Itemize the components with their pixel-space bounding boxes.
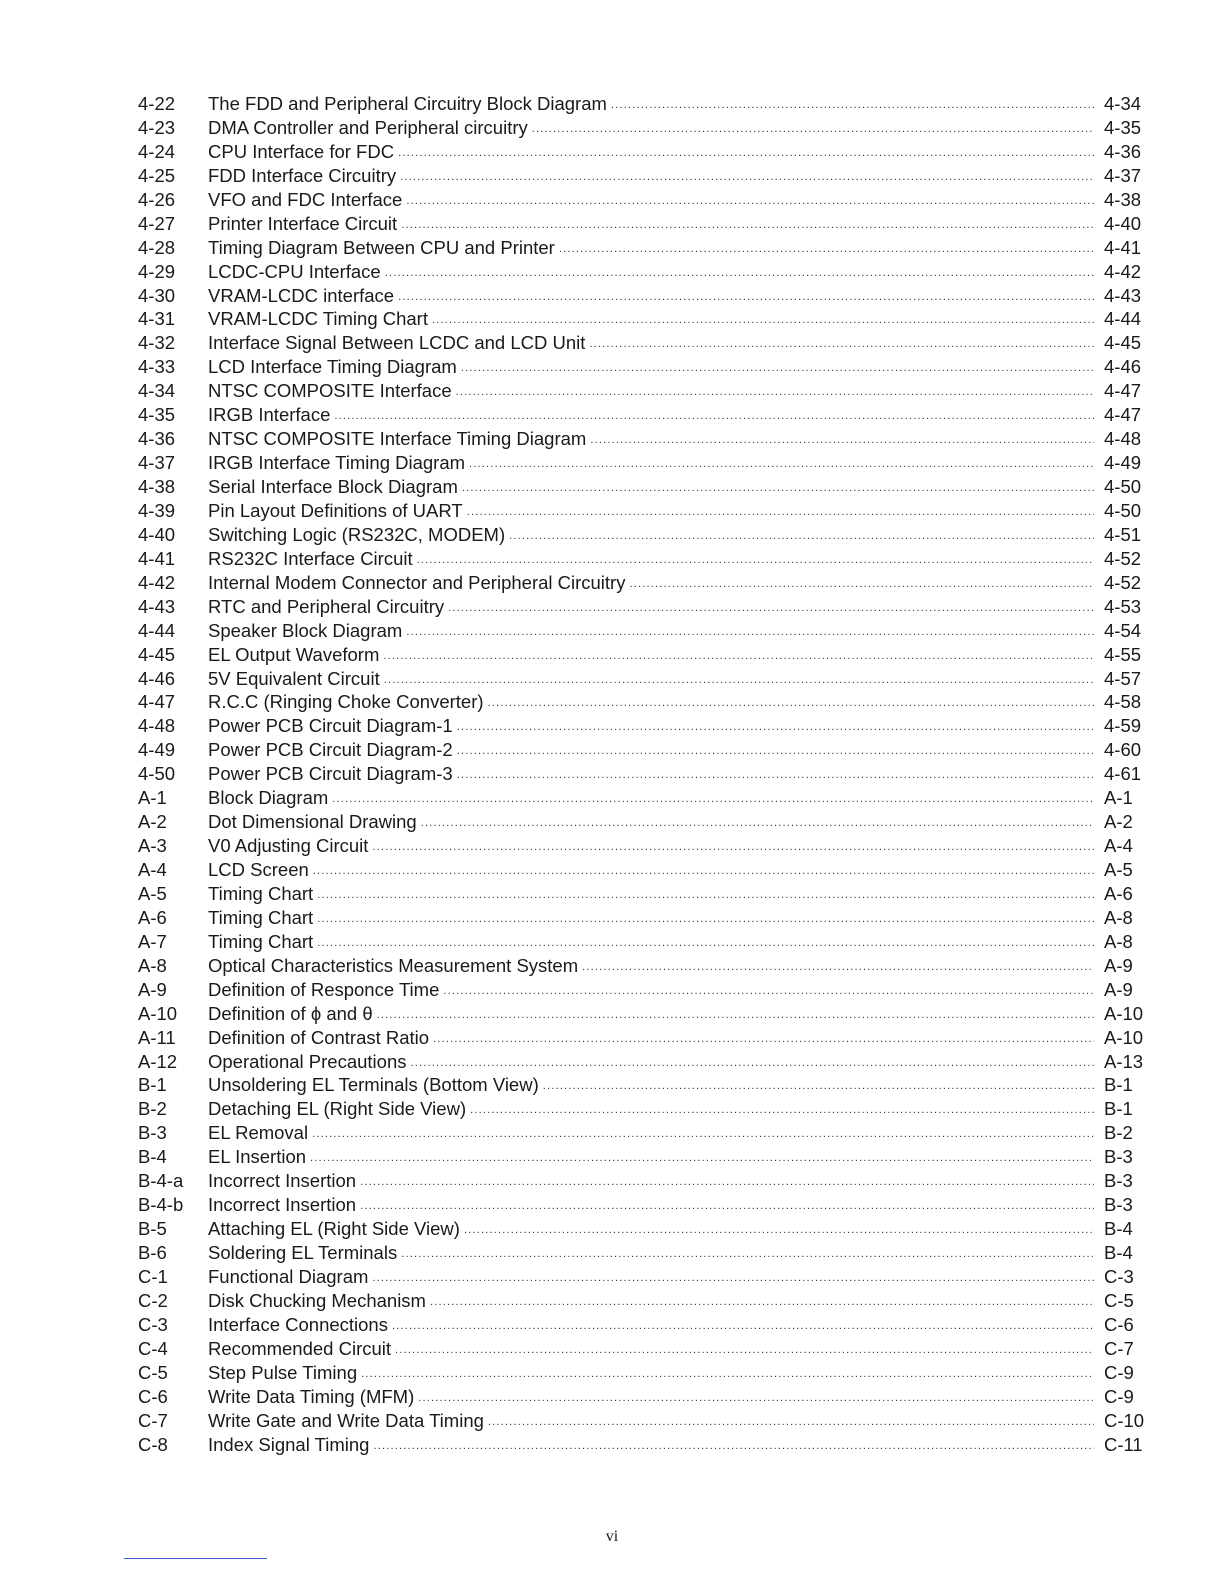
toc-entry (138, 140, 1148, 164)
figure-number: B-4-a (138, 1170, 184, 1192)
page-reference: B-3 (1104, 1194, 1133, 1216)
toc-entry (138, 690, 1148, 714)
page-reference: 4-52 (1104, 571, 1142, 593)
toc-entry (138, 331, 1148, 355)
toc-entry (138, 475, 1148, 499)
toc-entry (138, 1289, 1148, 1313)
toc-entry (138, 260, 1148, 284)
toc-entry (138, 164, 1148, 188)
figure-number: A-9 (138, 978, 167, 1000)
page-reference: 4-36 (1104, 140, 1142, 162)
figure-number: B-5 (138, 1218, 167, 1240)
figure-number: 4-32 (138, 332, 176, 354)
figure-number: 4-27 (138, 212, 176, 234)
figure-number: 4-40 (138, 523, 176, 545)
toc-entry (138, 1217, 1148, 1241)
figure-title: Operational Precautions (208, 1050, 407, 1072)
dot-leader (401, 214, 1094, 238)
toc-entry (138, 834, 1148, 858)
figure-title: Definition of ϕ and θ (208, 1002, 373, 1024)
page-reference: 4-51 (1104, 523, 1142, 545)
dot-leader (488, 692, 1094, 716)
figure-list (138, 92, 1148, 1456)
page-reference: C-9 (1104, 1361, 1134, 1383)
toc-entry (138, 1313, 1148, 1337)
dot-leader (629, 573, 1094, 597)
figure-title: Pin Layout Definitions of UART (208, 499, 463, 521)
figure-title: Write Gate and Write Data Timing (208, 1409, 484, 1431)
dot-leader (361, 1363, 1094, 1387)
figure-number: 4-45 (138, 643, 176, 665)
toc-entry (138, 810, 1148, 834)
dot-leader (410, 1052, 1094, 1076)
page-reference: 4-41 (1104, 236, 1142, 258)
page-reference: 4-47 (1104, 380, 1142, 402)
figure-number: B-6 (138, 1242, 167, 1263)
dot-leader (509, 525, 1094, 549)
figure-number: A-6 (138, 906, 167, 928)
figure-title: Index Signal Timing (208, 1433, 370, 1455)
figure-title: Timing Chart (208, 882, 314, 904)
figure-title: Timing Chart (208, 930, 314, 952)
figure-number: A-1 (138, 787, 167, 809)
figure-title: Interface Signal Between LCDC and LCD Unit (208, 332, 586, 354)
figure-number: C-7 (138, 1409, 168, 1431)
dot-leader (372, 1267, 1094, 1291)
figure-number: 4-47 (138, 691, 176, 713)
figure-title: Definition of Responce Time (208, 978, 440, 1000)
dot-leader (456, 381, 1094, 405)
figure-title: IRGB Interface (208, 404, 331, 426)
dot-leader (385, 262, 1094, 286)
page-reference: 4-46 (1104, 356, 1142, 378)
toc-entry (138, 954, 1148, 978)
toc-entry (138, 499, 1148, 523)
dot-leader (457, 740, 1094, 764)
dot-leader (543, 1075, 1094, 1099)
page-reference: C-10 (1104, 1409, 1145, 1431)
figure-title: Incorrect Insertion (208, 1194, 357, 1216)
page-reference: B-2 (1104, 1122, 1133, 1144)
figure-title: Detaching EL (Right Side View) (208, 1098, 467, 1120)
figure-number: C-2 (138, 1289, 168, 1311)
figure-number: A-3 (138, 835, 167, 857)
page-reference: 4-48 (1104, 428, 1142, 450)
page-reference: A-8 (1104, 906, 1133, 928)
figure-number: 4-30 (138, 284, 176, 306)
figure-title: RS232C Interface Circuit (208, 547, 413, 569)
page-reference: C-6 (1104, 1313, 1134, 1335)
figure-number: 4-43 (138, 595, 176, 617)
dot-leader (430, 1291, 1094, 1315)
figure-number: 4-36 (138, 428, 176, 450)
dot-leader (400, 166, 1094, 190)
page-reference: A-10 (1104, 1026, 1144, 1048)
figure-title: 5V Equivalent Circuit (208, 667, 380, 689)
figure-title: EL Removal (208, 1122, 309, 1144)
toc-entry (138, 212, 1148, 236)
toc-entry (138, 667, 1148, 691)
figure-title: Power PCB Circuit Diagram-2 (208, 739, 453, 761)
page-reference: C-7 (1104, 1337, 1134, 1359)
dot-leader (448, 597, 1094, 621)
page-reference: 4-35 (1104, 116, 1142, 138)
toc-entry (138, 1265, 1148, 1289)
dot-leader (462, 477, 1094, 501)
figure-number: 4-22 (138, 93, 176, 114)
page-reference: 4-49 (1104, 452, 1142, 474)
figure-number: 4-39 (138, 499, 176, 521)
toc-entry (138, 92, 1148, 116)
page-reference: A-5 (1104, 859, 1133, 880)
dot-leader (392, 1315, 1094, 1339)
page-reference: 4-59 (1104, 715, 1142, 737)
page-reference: B-4 (1104, 1218, 1133, 1240)
figure-number: B-2 (138, 1098, 167, 1120)
dot-leader (532, 118, 1094, 142)
figure-title: Power PCB Circuit Diagram-1 (208, 715, 453, 737)
toc-entry (138, 379, 1148, 403)
figure-title: Timing Diagram Between CPU and Printer (208, 236, 555, 258)
figure-number: 4-42 (138, 571, 176, 593)
toc-entry (138, 1361, 1148, 1385)
figure-title: Internal Modem Connector and Peripheral Circuitry (208, 571, 626, 593)
page-reference: 4-53 (1104, 595, 1142, 617)
page-reference: B-1 (1104, 1098, 1133, 1120)
dot-leader (488, 1411, 1094, 1435)
dot-leader (582, 956, 1094, 980)
figure-title: EL Insertion (208, 1146, 307, 1168)
page-reference: 4-38 (1104, 188, 1142, 210)
figure-number: A-5 (138, 882, 167, 904)
figure-number: 4-25 (138, 164, 176, 186)
dot-leader (401, 1243, 1094, 1267)
figure-number: A-7 (138, 930, 167, 952)
figure-title: Disk Chucking Mechanism (208, 1289, 426, 1311)
page-reference: A-1 (1104, 787, 1133, 809)
figure-title: Printer Interface Circuit (208, 212, 398, 234)
toc-entry (138, 427, 1148, 451)
page-reference: C-3 (1104, 1265, 1134, 1287)
dot-leader (589, 333, 1094, 357)
page-reference: 4-54 (1104, 619, 1142, 641)
toc-entry (138, 714, 1148, 738)
figure-title: VFO and FDC Interface (208, 188, 403, 210)
page-reference: 4-57 (1104, 667, 1142, 689)
figure-title: The FDD and Peripheral Circuitry Block Diagram (208, 93, 607, 114)
page-reference: A-13 (1104, 1050, 1144, 1072)
page-reference: 4-61 (1104, 763, 1142, 785)
page-reference: 4-45 (1104, 332, 1142, 354)
toc-entry (138, 858, 1148, 882)
dot-leader (406, 190, 1094, 214)
dot-leader (312, 1123, 1094, 1147)
figure-number: B-1 (138, 1074, 167, 1096)
dot-leader (310, 1147, 1094, 1171)
toc-entry (138, 523, 1148, 547)
toc-entry (138, 930, 1148, 954)
page-reference: 4-50 (1104, 499, 1142, 521)
page-reference: A-8 (1104, 930, 1133, 952)
toc-entry (138, 307, 1148, 331)
toc-entry (138, 451, 1148, 475)
figure-number: B-4-b (138, 1194, 184, 1216)
figure-title: R.C.C (Ringing Choke Converter) (208, 691, 484, 713)
page-reference: A-9 (1104, 954, 1133, 976)
toc-entry (138, 1145, 1148, 1169)
figure-number: 4-37 (138, 452, 176, 474)
dot-leader (384, 669, 1094, 693)
page-reference: 4-60 (1104, 739, 1142, 761)
figure-number: A-12 (138, 1050, 178, 1072)
dot-leader (464, 1219, 1094, 1243)
dot-leader (332, 788, 1094, 812)
figure-title: VRAM-LCDC Timing Chart (208, 308, 428, 330)
dot-leader (360, 1195, 1094, 1219)
dot-leader (417, 549, 1094, 573)
toc-entry (138, 978, 1148, 1002)
figure-number: A-8 (138, 954, 167, 976)
dot-leader (590, 429, 1094, 453)
figure-title: LCD Interface Timing Diagram (208, 356, 457, 378)
page-reference: A-9 (1104, 978, 1133, 1000)
figure-number: 4-29 (138, 260, 176, 282)
figure-number: 4-41 (138, 547, 176, 569)
toc-entry (138, 1169, 1148, 1193)
figure-title: Step Pulse Timing (208, 1361, 358, 1383)
toc-entry (138, 571, 1148, 595)
figure-title: V0 Adjusting Circuit (208, 835, 369, 857)
figure-title: Write Data Timing (MFM) (208, 1385, 415, 1407)
page-reference: A-10 (1104, 1002, 1144, 1024)
figure-title: VRAM-LCDC interface (208, 284, 395, 306)
dot-leader (372, 836, 1094, 860)
figure-title: Soldering EL Terminals (208, 1242, 398, 1263)
figure-number: C-8 (138, 1433, 168, 1455)
toc-entry (138, 1337, 1148, 1361)
page-reference: A-4 (1104, 835, 1133, 857)
dot-leader (421, 812, 1094, 836)
figure-number: 4-31 (138, 308, 176, 330)
figure-number: 4-26 (138, 188, 176, 210)
page-reference: 4-37 (1104, 164, 1142, 186)
dot-leader (377, 1004, 1094, 1028)
figure-title: Incorrect Insertion (208, 1170, 357, 1192)
toc-entry (138, 1121, 1148, 1145)
toc-entry (138, 619, 1148, 643)
figure-number: C-6 (138, 1385, 168, 1407)
toc-entry (138, 1002, 1148, 1026)
toc-entry (138, 1193, 1148, 1217)
figure-number: 4-44 (138, 619, 176, 641)
page-reference: B-3 (1104, 1170, 1133, 1192)
figure-number: 4-38 (138, 476, 176, 497)
figure-title: Definition of Contrast Ratio (208, 1026, 430, 1048)
toc-entry (138, 116, 1148, 140)
dot-leader (457, 764, 1094, 788)
toc-entry (138, 355, 1148, 379)
figure-number: A-10 (138, 1002, 178, 1024)
figure-number: 4-28 (138, 236, 176, 258)
toc-entry (138, 738, 1148, 762)
dot-leader (470, 1099, 1094, 1123)
figure-title: Optical Characteristics Measurement System (208, 954, 579, 976)
page-reference: 4-50 (1104, 476, 1142, 497)
dot-leader (432, 309, 1094, 333)
figure-number: 4-46 (138, 667, 176, 689)
toc-entry (138, 762, 1148, 786)
figure-number: 4-24 (138, 140, 176, 162)
page-reference: B-3 (1104, 1146, 1133, 1168)
figure-title: Interface Connections (208, 1313, 388, 1335)
figure-number: A-11 (138, 1026, 176, 1048)
toc-entry (138, 1026, 1148, 1050)
figure-title: Recommended Circuit (208, 1337, 392, 1359)
toc-entry (138, 188, 1148, 212)
toc-entry (138, 1433, 1148, 1457)
page-reference: A-2 (1104, 811, 1133, 833)
figure-title: CPU Interface for FDC (208, 140, 395, 162)
figure-number: 4-49 (138, 739, 176, 761)
figure-title: Power PCB Circuit Diagram-3 (208, 763, 453, 785)
figure-number: B-4 (138, 1146, 167, 1168)
figure-number: 4-48 (138, 715, 176, 737)
page-reference: 4-34 (1104, 93, 1142, 114)
figure-number: C-4 (138, 1337, 168, 1359)
dot-leader (398, 142, 1094, 166)
toc-entry (138, 236, 1148, 260)
toc-entry (138, 1097, 1148, 1121)
dot-leader (334, 405, 1094, 429)
figure-title: Serial Interface Block Diagram (208, 476, 458, 497)
figure-number: A-4 (138, 859, 167, 880)
dot-leader (383, 645, 1094, 669)
toc-entry (138, 1050, 1148, 1074)
page-reference: 4-58 (1104, 691, 1142, 713)
dot-leader (406, 621, 1094, 645)
figure-title: DMA Controller and Peripheral circuitry (208, 116, 528, 138)
page-reference: C-9 (1104, 1385, 1134, 1407)
figure-title: Unsoldering EL Terminals (Bottom View) (208, 1074, 539, 1096)
dot-leader (559, 238, 1094, 262)
page-reference: C-11 (1104, 1433, 1143, 1455)
figure-title: NTSC COMPOSITE Interface Timing Diagram (208, 428, 587, 450)
page-reference: 4-43 (1104, 284, 1142, 306)
figure-title: EL Output Waveform (208, 643, 380, 665)
page-reference: 4-55 (1104, 643, 1142, 665)
figure-number: B-3 (138, 1122, 167, 1144)
dot-leader (443, 980, 1094, 1004)
dot-leader (398, 286, 1094, 310)
figure-title: Dot Dimensional Drawing (208, 811, 417, 833)
toc-entry (138, 906, 1148, 930)
figure-title: Block Diagram (208, 787, 329, 809)
toc-entry (138, 595, 1148, 619)
bottom-rule (124, 1558, 267, 1559)
dot-leader (457, 716, 1094, 740)
dot-leader (317, 908, 1094, 932)
toc-entry (138, 1409, 1148, 1433)
page-reference: A-6 (1104, 882, 1133, 904)
figure-number: A-2 (138, 811, 167, 833)
figure-title: LCDC-CPU Interface (208, 260, 381, 282)
toc-entry (138, 882, 1148, 906)
dot-leader (317, 932, 1094, 956)
page-reference: 4-44 (1104, 308, 1142, 330)
figure-number: 4-35 (138, 404, 176, 426)
dot-leader (317, 884, 1094, 908)
page-reference: 4-47 (1104, 404, 1142, 426)
figure-title: Functional Diagram (208, 1265, 369, 1287)
dot-leader (395, 1339, 1094, 1363)
dot-leader (433, 1028, 1094, 1052)
toc-entry (138, 284, 1148, 308)
page-reference: C-5 (1104, 1289, 1134, 1311)
page-reference: B-4 (1104, 1242, 1133, 1263)
toc-entry (138, 786, 1148, 810)
figure-title: Speaker Block Diagram (208, 619, 403, 641)
dot-leader (313, 860, 1094, 884)
figure-title: IRGB Interface Timing Diagram (208, 452, 466, 474)
page-reference: 4-52 (1104, 547, 1142, 569)
dot-leader (611, 94, 1094, 118)
toc-entry (138, 1073, 1148, 1097)
figure-number: 4-33 (138, 356, 176, 378)
figure-title: Timing Chart (208, 906, 314, 928)
figure-title: Attaching EL (Right Side View) (208, 1218, 460, 1240)
page-number: vi (605, 1528, 619, 1545)
dot-leader (360, 1171, 1094, 1195)
dot-leader (418, 1387, 1094, 1411)
toc-entry (138, 547, 1148, 571)
figure-number: C-1 (138, 1265, 168, 1287)
figure-number: C-5 (138, 1361, 168, 1383)
dot-leader (373, 1435, 1094, 1459)
page-reference: B-1 (1104, 1074, 1133, 1096)
figure-number: 4-50 (138, 763, 176, 785)
dot-leader (467, 501, 1094, 525)
dot-leader (461, 357, 1094, 381)
page-reference: 4-40 (1104, 212, 1142, 234)
figure-number: 4-34 (138, 380, 176, 402)
dot-leader (469, 453, 1094, 477)
toc-entry (138, 643, 1148, 667)
toc-entry (138, 403, 1148, 427)
figure-number: C-3 (138, 1313, 168, 1335)
figure-title: RTC and Peripheral Circuitry (208, 595, 445, 617)
figure-number: 4-23 (138, 116, 176, 138)
toc-entry (138, 1241, 1148, 1265)
figure-title: LCD Screen (208, 859, 309, 880)
toc-entry (138, 1385, 1148, 1409)
page-reference: 4-42 (1104, 260, 1142, 282)
figure-title: NTSC COMPOSITE Interface (208, 380, 452, 402)
figure-title: Switching Logic (RS232C, MODEM) (208, 523, 506, 545)
figure-title: FDD Interface Circuitry (208, 164, 397, 186)
